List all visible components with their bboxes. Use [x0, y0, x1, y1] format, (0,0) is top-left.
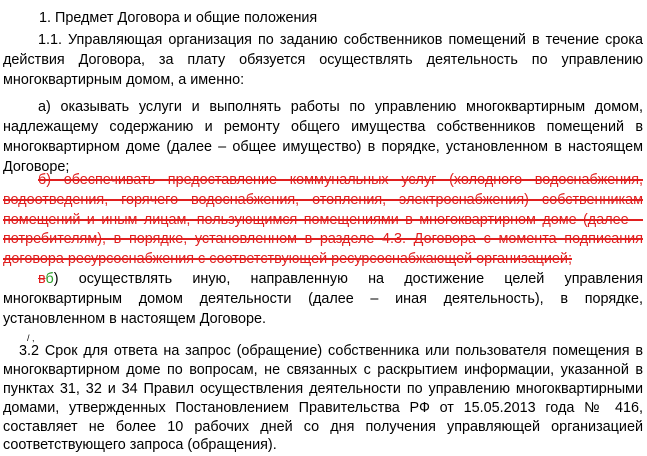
- item-a-line: надлежащему содержанию и ремонту общего имущества собственников помещений в: [3, 119, 643, 135]
- clause-1-1-line: 1.1. Управляющая организация по заданию собственников помещений в течение срока: [38, 32, 643, 48]
- clause-3-2-line: пунктах 31, 32 и 34 Правил осуществления деятельности по управлению многоквартирными: [3, 381, 643, 397]
- clause-3-2-line: 3.2 Срок для ответа на запрос (обращение) собственника или пользователя помещения в: [19, 343, 643, 359]
- clause-3-2-line: соответствующего запроса (обращения).: [3, 437, 277, 453]
- clause-3-2-line: домами, утвержденных Постановлением Правительства РФ от 15.05.2013 года № 416,: [3, 400, 643, 416]
- item-a-line: Договоре;: [3, 159, 70, 175]
- clause-1-1-line: многоквартирным домом, а именно:: [3, 72, 245, 88]
- deleted-letter: в: [38, 271, 46, 287]
- item-a-line: многоквартирном доме (далее – общее имущество) в порядке, установленном в настоящем: [3, 139, 643, 155]
- deleted-line: помещений и иным лицам, пользующимся помещениями в многоквартирном доме (далее –: [3, 212, 643, 228]
- item-v-first-line: [38, 270, 643, 290]
- item-v-line: многоквартирным домом деятельности (далее – иная деятельность), в порядке,: [3, 291, 643, 307]
- deleted-line: водоотведения, горячего водоснабжения, отопления, электроснабжения) собственникам: [3, 192, 643, 208]
- deleted-line: договора ресурсоснабжения с соответствующей ресурсоснабжающей организацией;: [3, 251, 572, 267]
- item-v-line: установленном в настоящем Договоре.: [3, 311, 267, 327]
- clause-3-2-line: многоквартирном доме по вопросам, не связанных с раскрытием информации, указанной в: [3, 362, 643, 378]
- section-heading: 1. Предмет Договора и общие положения: [39, 10, 318, 26]
- stray-mark: / ,: [27, 333, 35, 343]
- inserted-letter: б: [45, 271, 54, 287]
- clause-3-2-line: составляет не более 10 рабочих дней со дня получения управляющей организацией: [3, 419, 643, 435]
- item-v-text: ) осуществлять иную, направленную на достижение целей управления: [53, 271, 643, 287]
- deleted-line: потребителям), в порядке, установленном в разделе 4.3. Договора с момента подписания: [3, 231, 643, 247]
- deleted-line: б) обеспечивать предоставление коммунальных услуг (холодного водоснабжения,: [38, 172, 643, 188]
- item-a-line: а) оказывать услуги и выполнять работы по управлению многоквартирным домом,: [38, 99, 643, 115]
- clause-1-1-line: действия Договора, за плату обязуется осуществлять деятельность по управлению: [3, 52, 643, 68]
